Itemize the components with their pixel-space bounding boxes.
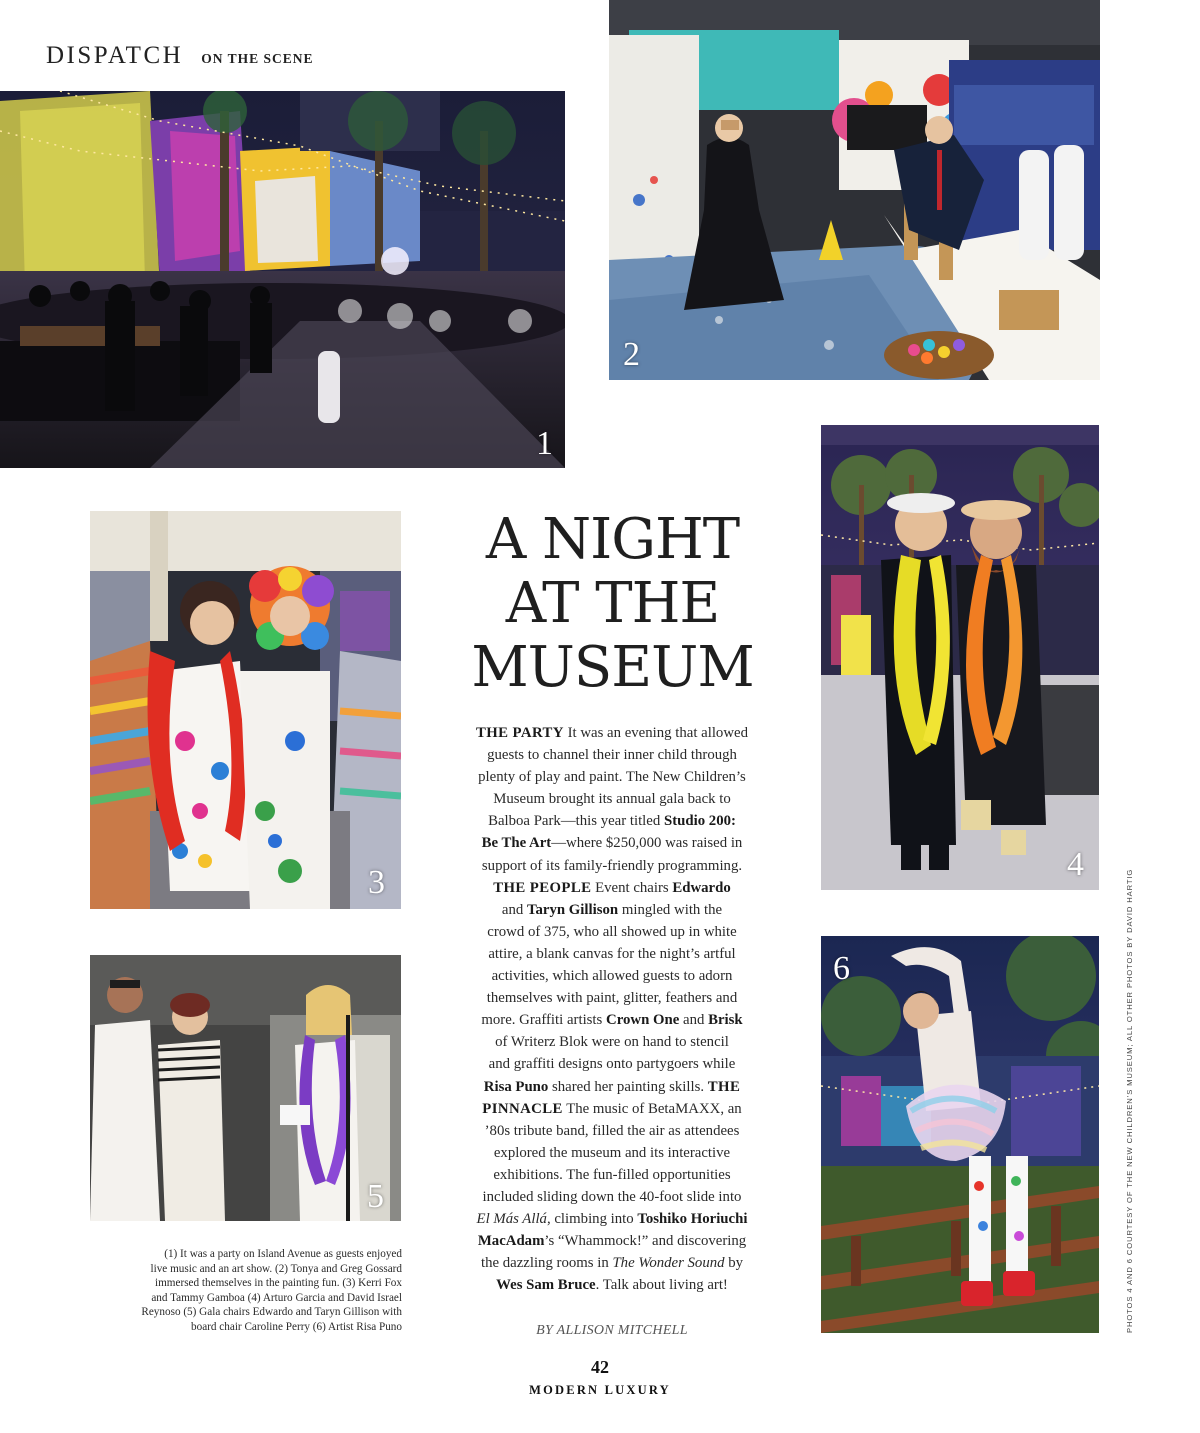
article-line xyxy=(456,899,768,921)
caption-line: Reynoso (5) Gala chairs Edwardo and Taryn Gillison with xyxy=(141,1306,402,1319)
artist-tutu-image xyxy=(821,936,1099,1333)
article-text: crowd of 375, who all showed up in white xyxy=(487,923,737,940)
article-line xyxy=(456,1164,768,1186)
bold-name: Crown One xyxy=(606,1012,680,1029)
article-text: mingled with the xyxy=(618,901,723,918)
article-text: . Talk about living art! xyxy=(595,1277,728,1294)
article-text: shared her painting skills. xyxy=(548,1078,708,1095)
painting-room-image xyxy=(609,0,1100,380)
two-men-image xyxy=(821,425,1099,890)
section-title: DISPATCH xyxy=(46,42,184,69)
article-text: ’80s tribute band, filled the air as attendees xyxy=(484,1122,740,1139)
article-line xyxy=(456,810,768,832)
photo-4-number: 4 xyxy=(1067,846,1084,883)
party-crowd-image xyxy=(0,91,565,468)
article-text: Balboa Park—this year titled xyxy=(488,813,664,830)
article-line xyxy=(456,1120,768,1142)
article-text: support of its family-friendly programming. xyxy=(481,857,743,874)
section-lead-in: THE PARTY xyxy=(476,725,564,741)
article-text: , climbing into xyxy=(546,1211,638,1228)
article-text: ’s “Whammock!” and discovering xyxy=(544,1233,747,1250)
bold-name: Studio 200: xyxy=(663,813,736,830)
article-text: of Writerz Blok were on hand to stencil xyxy=(495,1034,729,1051)
article-text: and graffiti designs onto partygoers while xyxy=(488,1056,736,1073)
gala-chairs-image xyxy=(90,955,401,1221)
headline-line-3: MUSEUM xyxy=(471,635,754,700)
byline: BY ALLISON MITCHELL xyxy=(536,1323,688,1338)
article-line xyxy=(456,1031,768,1053)
article-text: activities, which allowed guests to adorn xyxy=(491,968,733,985)
article-text: —where $250,000 was raised in xyxy=(551,835,743,852)
photo-5-number: 5 xyxy=(367,1178,384,1215)
bold-name: Toshiko Horiuchi xyxy=(637,1211,748,1228)
article-text: It was an evening that allowed xyxy=(563,725,748,741)
article-line xyxy=(456,921,768,943)
article-text: attire, a blank canvas for the night’s artful xyxy=(488,945,736,962)
article-line xyxy=(456,1186,768,1208)
article-text: guests to channel their inner child through xyxy=(487,747,737,764)
article-line xyxy=(456,855,768,877)
article-line xyxy=(456,943,768,965)
article-line xyxy=(456,987,768,1009)
photo-4 xyxy=(821,425,1099,890)
article-line xyxy=(456,766,768,788)
article-body xyxy=(456,722,768,1296)
article-text: and xyxy=(679,1012,709,1029)
section-lead-in: THE xyxy=(707,1078,741,1095)
photo-6-number: 6 xyxy=(833,950,850,987)
photo-credit: PHOTOS 4 AND 6 COURTESY OF THE NEW CHILDREN’S MUSEUM; ALL OTHER PHOTOS BY DAVID HARTIG xyxy=(1125,868,1134,1333)
article-line xyxy=(456,1053,768,1075)
photo-1 xyxy=(0,91,565,468)
photo-6 xyxy=(821,936,1099,1333)
article-line xyxy=(456,1230,768,1252)
bold-name: Wes Sam Bruce xyxy=(496,1277,596,1294)
article-line xyxy=(456,788,768,810)
page-number: 42 xyxy=(591,1357,609,1377)
article-headline xyxy=(455,508,770,700)
section-lead-in: THE PEOPLE xyxy=(493,879,592,896)
article-text: themselves with paint, glitter, feathers and xyxy=(486,990,738,1007)
article-text: plenty of play and paint. The New Children’s xyxy=(478,769,746,786)
caption-line: immersed themselves in the painting fun. (3) Kerri Fox xyxy=(154,1277,402,1290)
article-line xyxy=(456,1274,768,1296)
caption-line: board chair Caroline Perry (6) Artist Risa Puno xyxy=(191,1320,402,1333)
caption-line: (1) It was a party on Island Avenue as guests enjoyed xyxy=(164,1248,402,1260)
section-header xyxy=(46,42,313,70)
photo-3-number: 3 xyxy=(368,864,385,901)
article-line xyxy=(456,1142,768,1164)
photo-3 xyxy=(90,511,401,909)
section-subtitle: ON THE SCENE xyxy=(201,51,314,66)
section-lead-in: PINNACLE xyxy=(482,1100,563,1117)
article-line xyxy=(456,965,768,987)
bold-name: Be The Art xyxy=(481,835,552,852)
article-text: exhibitions. The fun-filled opportunities xyxy=(493,1166,731,1183)
two-women-image xyxy=(90,511,401,909)
photo-2 xyxy=(609,0,1100,380)
caption-line: live music and an art show. (2) Tonya and Greg Gossard xyxy=(150,1262,402,1275)
article-text: The music of BetaMAXX, an xyxy=(562,1100,742,1117)
headline-line-1: A NIGHT xyxy=(485,507,740,572)
article-text: and xyxy=(501,901,527,918)
italic-title: El Más Allá xyxy=(476,1211,547,1228)
article-line xyxy=(456,832,768,854)
italic-title: The Wonder Sound xyxy=(612,1255,725,1272)
bold-name: Risa Puno xyxy=(483,1078,549,1095)
magazine-brand: MODERN LUXURY xyxy=(529,1383,671,1397)
headline-line-2: AT THE xyxy=(505,571,720,636)
article-text: Event chairs xyxy=(591,879,673,896)
photo-caption xyxy=(90,1247,402,1335)
bold-name: MacAdam xyxy=(477,1233,545,1250)
article-line xyxy=(456,1208,768,1230)
article-line xyxy=(456,1098,768,1120)
bold-name: Edwardo xyxy=(672,879,731,896)
article-text: by xyxy=(724,1255,744,1272)
caption-line: and Tammy Gamboa (4) Arturo Garcia and David Israel xyxy=(151,1291,402,1304)
article-line xyxy=(456,877,768,899)
photo-5 xyxy=(90,955,401,1221)
article-line xyxy=(456,1076,768,1098)
article-text: explored the museum and its interactive xyxy=(493,1144,731,1161)
article-line xyxy=(456,1252,768,1274)
article-text: Museum brought its annual gala back to xyxy=(493,791,731,808)
article-line xyxy=(456,722,768,744)
bold-name: Brisk xyxy=(708,1012,743,1029)
article-text: the dazzling rooms in xyxy=(480,1255,613,1272)
photo-2-number: 2 xyxy=(623,336,640,373)
article-line xyxy=(456,744,768,766)
bold-name: Taryn Gillison xyxy=(526,901,619,918)
article-line xyxy=(456,1009,768,1031)
article-text: more. Graffiti artists xyxy=(481,1012,607,1029)
photo-1-number: 1 xyxy=(536,425,553,462)
article-text: included sliding down the 40-foot slide into xyxy=(482,1188,742,1205)
